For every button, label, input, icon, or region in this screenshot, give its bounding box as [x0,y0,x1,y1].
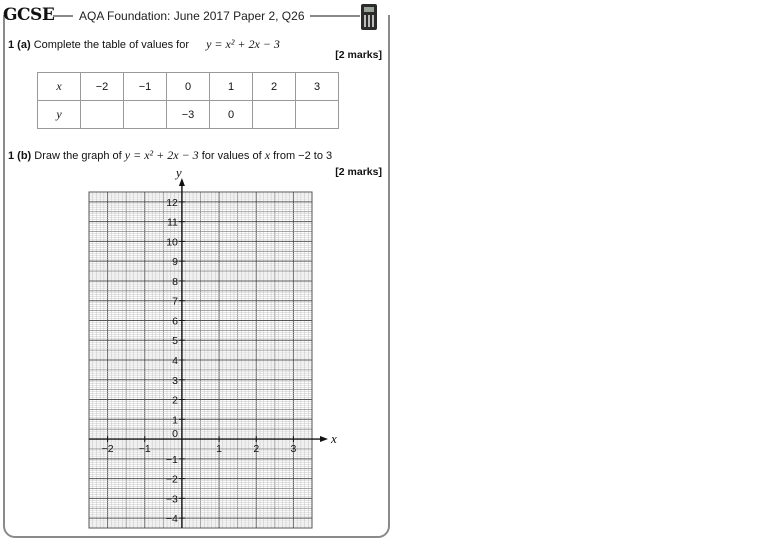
table-cell: −2 [81,73,124,101]
x-axis-label: x [331,431,337,447]
question-number: 1 (a) [8,39,31,51]
y-tick-label: 3 [172,374,178,387]
x-tick-label: −2 [101,443,114,456]
table-header-y: y [38,101,81,129]
variable: x [264,148,271,162]
y-tick-label: −1 [165,453,178,466]
table-header-x: x [38,73,81,101]
question-instruction: Complete the table of values for [33,39,189,51]
y-tick-label: −2 [165,473,178,486]
y-tick-label: −3 [165,493,178,506]
x-tick-label: 3 [290,443,297,456]
y-tick-label: 10 [166,236,178,249]
question-instruction: from −2 to 3 [273,150,333,162]
marks-label: [2 marks] [335,49,382,61]
table-cell: −1 [124,73,167,101]
question-number: 1 (b) [8,150,32,162]
y-tick-label: 8 [172,275,178,288]
y-tick-label: 2 [172,394,178,407]
y-axis-label: y [175,165,182,180]
y-tick-label: 12 [166,196,178,209]
x-tick-label: 2 [253,443,260,456]
grid-lines [89,192,312,528]
y-tick-label: −4 [165,513,178,526]
x-axis-arrow [320,436,328,442]
y-tick-label: 11 [167,216,178,229]
gcse-logo: GCSE [3,5,55,25]
table-cell: 0 [210,101,253,129]
x-tick-label: −1 [138,443,151,456]
marks-label: [2 marks] [335,166,382,178]
table-cell: 2 [253,73,296,101]
table-cell: 1 [210,73,253,101]
table-cell: 3 [296,73,339,101]
y-tick-label: 1 [172,414,178,427]
y-tick-label: 4 [172,355,178,367]
question-instruction: Draw the graph of [34,150,122,162]
y-tick-label: 7 [172,295,178,308]
y-tick-label: 6 [172,315,178,328]
y-tick-label: 5 [172,335,178,348]
equation: y = x² + 2x − 3 [124,148,199,162]
table-cell: −3 [167,101,210,129]
origin-label: 0 [172,428,178,441]
y-tick-label: 9 [172,256,178,269]
question-instruction: for values of [201,150,262,162]
exam-title: AQA Foundation: June 2017 Paper 2, Q26 [79,9,305,23]
table-cell: 0 [167,73,210,101]
x-tick-label: 1 [216,443,223,456]
equation: y = x² + 2x − 3 [206,37,280,51]
